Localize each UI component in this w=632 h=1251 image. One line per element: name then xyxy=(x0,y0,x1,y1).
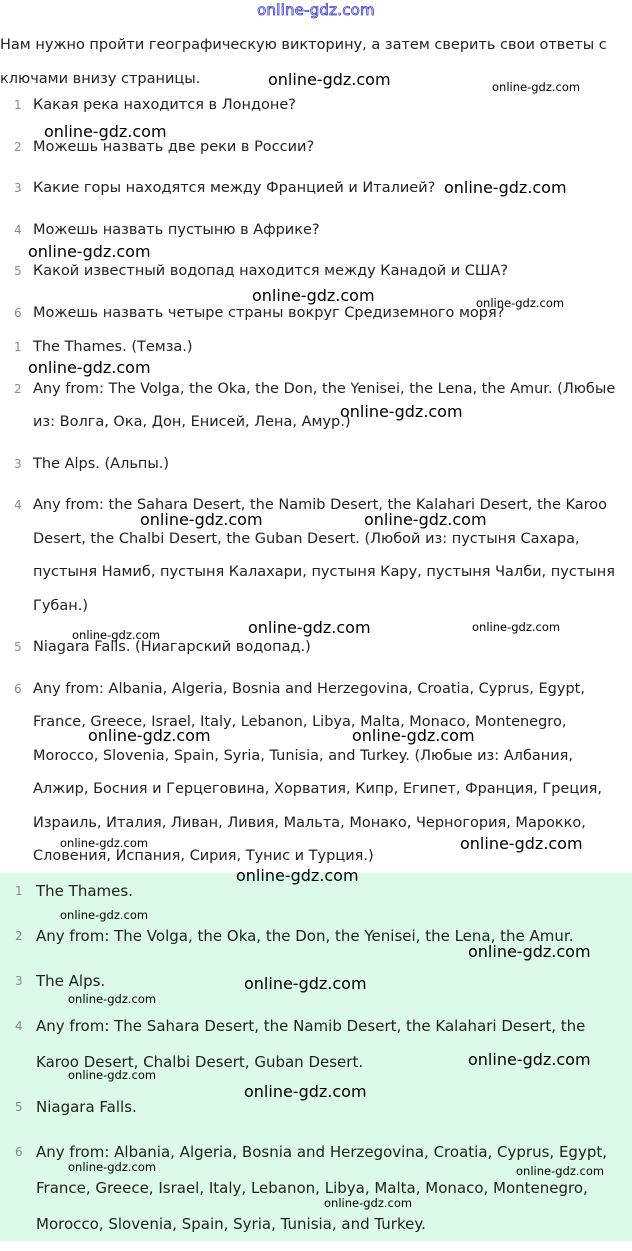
watermark: online-gdz.com xyxy=(468,1050,591,1069)
key-text: Any from: Albania, Algeria, Bosnia and Herzegovina, Croatia, Cyprus, Egypt, France, Greece, Israel, Italy, Lebanon, Libya, Malta, Monaco, Montenegro, Morocco, Slovenia, Spain, Syria, Tunisia, and Turkey. xyxy=(36,1143,607,1233)
watermark: online-gdz.com xyxy=(244,974,367,993)
page-header xyxy=(0,0,632,28)
watermark: online-gdz.com xyxy=(68,992,157,1006)
watermark: online-gdz.com xyxy=(472,620,561,634)
answer-item xyxy=(0,448,632,482)
answer-text: Any from: the Sahara Desert, the Namib Desert, the Kalahari Desert, the Karoo Desert, the Chalbi Desert, the Guban Desert. (Любой из: пустыня Сахара, пустыня Намиб, пустыня Калахари, пустыня Кару, пустыня Чалби, пустыня Губан.) xyxy=(33,497,615,614)
question-item xyxy=(0,89,632,123)
answer-number: 6 xyxy=(14,681,22,696)
key-number: 2 xyxy=(15,929,23,943)
key-number: 1 xyxy=(15,884,23,898)
answer-text: Any from: The Volga, the Oka, the Don, the Yenisei, the Lena, the Amur. (Любые из: Волга, Ока, Дон, Енисей, Лена, Амур.) xyxy=(33,380,616,430)
question-number: 2 xyxy=(14,139,22,154)
key-number: 3 xyxy=(15,974,23,988)
header-watermark: online-gdz.com xyxy=(257,1,375,19)
watermark: online-gdz.com xyxy=(476,296,565,310)
watermark: online-gdz.com xyxy=(88,726,211,745)
question-number: 5 xyxy=(14,264,22,278)
watermark: online-gdz.com xyxy=(244,1082,367,1101)
answer-text: The Alps. (Альпы.) xyxy=(33,455,170,472)
question-number: 3 xyxy=(14,181,22,195)
watermark: online-gdz.com xyxy=(28,242,151,261)
question-text: Можешь назвать пустыню в Африке? xyxy=(33,221,320,238)
key-text: Any from: The Volga, the Oka, the Don, the Yenisei, the Lena, the Amur. xyxy=(36,927,574,945)
key-number: 4 xyxy=(15,1019,23,1033)
watermark: online-gdz.com xyxy=(60,836,149,850)
watermark: online-gdz.com xyxy=(340,402,463,421)
watermark: online-gdz.com xyxy=(68,1068,157,1082)
question-number: 1 xyxy=(14,98,22,112)
answer-text: The Thames. (Темза.) xyxy=(33,339,193,355)
answer-number: 3 xyxy=(14,456,22,471)
watermark: online-gdz.com xyxy=(444,178,567,197)
answer-item xyxy=(0,373,632,440)
watermark: online-gdz.com xyxy=(72,628,161,642)
key-text: The Alps. xyxy=(36,972,106,990)
key-text: The Thames. xyxy=(36,882,133,900)
watermark: online-gdz.com xyxy=(68,1160,157,1174)
question-text: Можешь назвать две реки в России? xyxy=(33,138,315,155)
answer-number: 2 xyxy=(14,381,22,396)
key-number: 6 xyxy=(15,1145,23,1159)
watermark: online-gdz.com xyxy=(44,122,167,141)
question-text: Можешь назвать четыре страны вокруг Средиземного моря? xyxy=(33,304,505,321)
answer-text: Niagara Falls. (Ниагарский водопад.) xyxy=(33,639,311,655)
intro-text: Нам нужно пройти географическую викторину, а затем сверить свои ответы с ключами внизу страницы. xyxy=(0,37,607,87)
watermark: online-gdz.com xyxy=(236,866,359,885)
watermark: online-gdz.com xyxy=(60,908,149,922)
key-text: Niagara Falls. xyxy=(36,1098,137,1116)
watermark: online-gdz.com xyxy=(364,510,487,529)
answer-number: 1 xyxy=(14,340,22,354)
watermark: online-gdz.com xyxy=(492,80,581,94)
question-text: Какая река находится в Лондоне? xyxy=(33,97,296,113)
question-text: Какие горы находятся между Францией и Италией? xyxy=(33,180,436,196)
watermark: online-gdz.com xyxy=(252,286,375,305)
question-number: 4 xyxy=(14,222,22,237)
answer-text: Any from: Albania, Algeria, Bosnia and Herzegovina, Croatia, Cyprus, Egypt, France, Greece, Israel, Italy, Lebanon, Libya, Malta, Monaco, Montenegro, Morocco, Slovenia, Spain, Syria, Tunisia, and Turkey. (Любые из: Албания, Алжир, Босния и Герцеговина, Хорватия, Кипр, Египет, Франция, Греция, Израиль, Италия, Ливан, Ливия, Мальта, Монако, Черногория, Марокко, Словения, Испания, Сирия, Тунис и Турция.) xyxy=(33,680,602,864)
watermark: online-gdz.com xyxy=(248,618,371,637)
watermark: online-gdz.com xyxy=(460,834,583,853)
watermark: online-gdz.com xyxy=(324,1196,413,1210)
watermark: online-gdz.com xyxy=(140,510,263,529)
answer-number: 4 xyxy=(14,498,22,512)
answers-list xyxy=(0,331,632,882)
watermark: online-gdz.com xyxy=(352,726,475,745)
watermark: online-gdz.com xyxy=(28,358,151,377)
question-text: Какой известный водопад находится между Канадой и США? xyxy=(33,263,509,279)
key-number: 5 xyxy=(15,1100,23,1114)
answer-item xyxy=(0,489,632,623)
key-item xyxy=(0,1134,632,1242)
key-text: Any from: The Sahara Desert, the Namib Desert, the Kalahari Desert, the Karoo Desert, Chalbi Desert, Guban Desert. xyxy=(36,1017,586,1071)
question-number: 6 xyxy=(14,305,22,320)
watermark: online-gdz.com xyxy=(268,70,391,89)
watermark: online-gdz.com xyxy=(468,942,591,961)
answer-number: 5 xyxy=(14,640,22,654)
watermark: online-gdz.com xyxy=(516,1164,605,1178)
